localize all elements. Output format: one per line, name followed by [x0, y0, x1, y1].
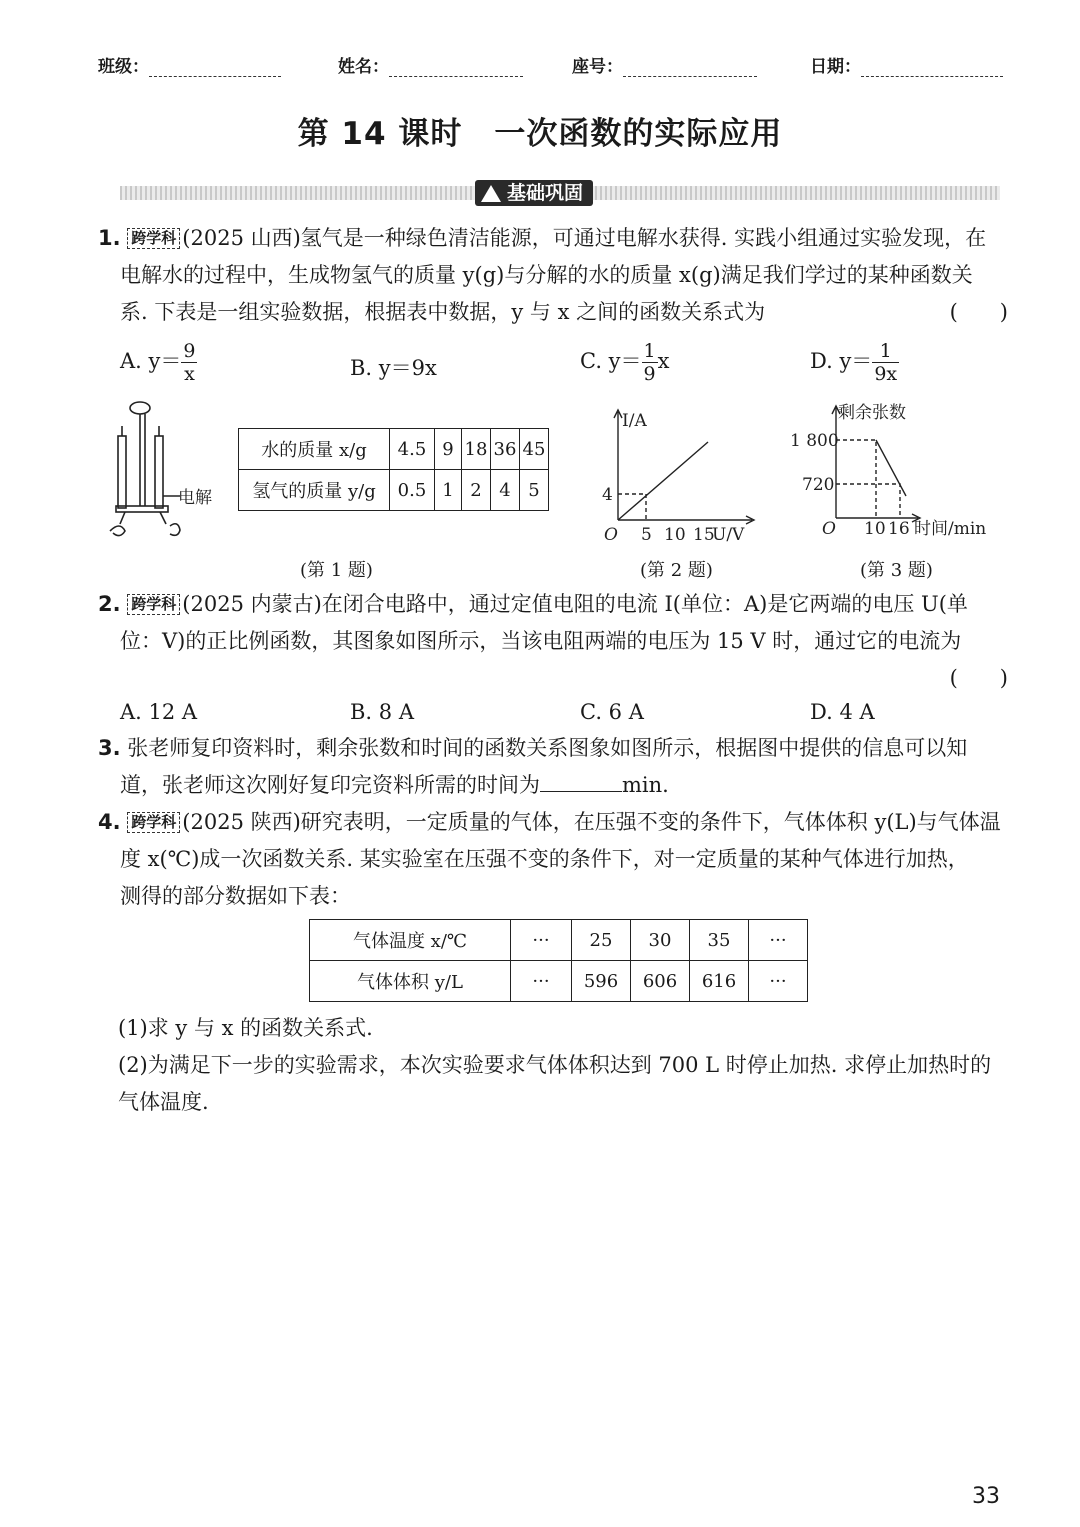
class-label: 班级：	[98, 57, 149, 77]
q3-line-2: 道，张老师这次刚好复印完资料所需的时间为	[120, 773, 540, 797]
page-number: 33	[972, 1484, 1000, 1509]
date-blank[interactable]	[861, 58, 1003, 77]
q2-option-b[interactable]: B. 8 A	[350, 700, 414, 724]
seat-label: 座号：	[572, 57, 623, 77]
frac-num: 9	[183, 340, 196, 362]
fig2-line	[618, 442, 708, 520]
section-text: 基础巩固	[507, 182, 584, 204]
q1-optA-text: A. y＝	[120, 349, 182, 373]
question-4	[98, 804, 1008, 915]
frac-num: 1	[872, 340, 899, 363]
seat-field	[572, 52, 757, 77]
question-3	[98, 730, 1008, 804]
q1-data-table	[238, 428, 549, 511]
question-2	[98, 586, 1008, 697]
q2-option-a[interactable]: A. 12 A	[120, 700, 198, 724]
table-cell: ···	[749, 920, 808, 961]
q1-optC-post: x	[657, 349, 670, 373]
q1-option-d[interactable]	[810, 340, 899, 385]
q2-answer-paren[interactable]: ( )	[949, 666, 1008, 690]
table-cell: 606	[631, 961, 690, 1002]
fig3-ytick: 1 800	[790, 431, 839, 451]
fig2-ytick: 4	[602, 485, 613, 505]
page-title: 第 14 课时 一次函数的实际应用	[297, 116, 783, 152]
electrolysis-apparatus-figure	[100, 396, 230, 546]
name-label: 姓名：	[338, 57, 389, 77]
fig2-xlabel: U/V	[712, 525, 745, 545]
q1-line-2: 电解水的过程中，生成物氢气的质量 y(g)与分解的水的质量 x(g)满足我们学过的某种函数关	[120, 263, 973, 287]
q3-answer-blank[interactable]	[540, 771, 622, 792]
q1-optA-frac	[181, 340, 197, 385]
table-cell: 30	[631, 920, 690, 961]
seat-blank[interactable]	[623, 58, 757, 77]
q4-line-3: 测得的部分数据如下表：	[120, 884, 351, 908]
fig3-xtick: 16	[888, 519, 910, 539]
figure-1-caption: (第 1 题)	[300, 560, 373, 581]
frac-den: x	[184, 363, 195, 385]
q1-optC-text: C. y＝	[580, 349, 642, 373]
section-label	[475, 180, 593, 206]
q1-option-a[interactable]	[120, 340, 197, 385]
q4-data-table	[309, 919, 808, 1002]
table-cell: 616	[690, 961, 749, 1002]
date-field	[810, 52, 1003, 77]
date-label: 日期：	[810, 57, 861, 77]
fig3-xlabel: 时间/min	[914, 519, 987, 539]
q1-option-c[interactable]	[580, 340, 669, 385]
question-1	[98, 220, 1008, 331]
table-cell: 9	[435, 429, 462, 470]
fig3-line	[876, 440, 906, 496]
table-cell: 45	[520, 429, 549, 470]
figure-2-caption: (第 2 题)	[640, 560, 713, 581]
table-cell: 气体温度 x/℃	[310, 920, 511, 961]
table-cell: 0.5	[390, 470, 435, 511]
class-field	[98, 52, 281, 77]
q1-line-1: (2025 山西)氢气是一种绿色清洁能源，可通过电解水获得. 实践小组通过实验发现，在	[182, 226, 987, 250]
q4-subquestions	[118, 1010, 1008, 1121]
fig2-xtick: 10	[664, 525, 686, 545]
fig3-xtick: 10	[864, 519, 886, 539]
table-cell: 4	[491, 470, 520, 511]
q1-answer-paren[interactable]: ( )	[949, 300, 1008, 324]
fig3-guide-2	[836, 484, 900, 518]
q3-number: 3.	[98, 736, 121, 760]
electrolysis-label: 电解	[178, 488, 212, 508]
q1-optD-frac	[872, 340, 899, 385]
table-cell: 35	[690, 920, 749, 961]
name-field	[338, 52, 523, 77]
fig2-xtick: 15	[693, 525, 715, 545]
q1-option-b[interactable]: B. y＝9x	[350, 356, 437, 380]
q3-line-1: 张老师复印资料时，剩余张数和时间的函数关系图象如图所示，根据图中提供的信息可以知	[127, 736, 968, 760]
frac-num: 1	[643, 340, 656, 362]
q4-line-2: 度 x(℃)成一次函数关系. 某实验室在压强不变的条件下，对一定质量的某种气体进行加热，	[120, 847, 969, 871]
table-cell: 2	[462, 470, 491, 511]
table-cell: ···	[511, 961, 572, 1002]
q4-number: 4.	[98, 810, 121, 834]
q1-optD-text: D. y＝	[810, 349, 873, 373]
pyramid-icon	[481, 185, 501, 202]
q2-line-2: 位：V)的正比例函数，其图象如图所示，当该电阻两端的电压为 15 V 时，通过它的电流为	[120, 629, 962, 653]
q4-tag: 跨学科	[127, 812, 180, 833]
figure-3-caption: (第 3 题)	[860, 560, 933, 581]
fig2-origin: O	[604, 525, 618, 545]
q1-optC-frac	[642, 340, 658, 385]
fig3-ylabel: 剩余张数	[838, 403, 906, 423]
q3-unit: min.	[622, 773, 669, 797]
frac-den: 9x	[874, 363, 898, 385]
table-cell: ···	[511, 920, 572, 961]
table-cell: 36	[491, 429, 520, 470]
table-cell: 4.5	[390, 429, 435, 470]
table-cell: 25	[572, 920, 631, 961]
table-cell: 水的质量 x/g	[239, 429, 390, 470]
table-cell: 氢气的质量 y/g	[239, 470, 390, 511]
fig3-guide-1	[836, 440, 876, 518]
figure-3-graph	[788, 396, 998, 548]
fig3-origin: O	[822, 519, 836, 539]
q4-sub-2: (2)为满足下一步的实验需求，本次实验要求气体体积达到 700 L 时停止加热. 求停止加热时的	[118, 1053, 992, 1077]
q4-line-1: (2025 陕西)研究表明，一定质量的气体，在压强不变的条件下，气体体积 y(L)与气体温	[182, 810, 1001, 834]
fig2-ylabel: I/A	[622, 411, 647, 431]
section-banner	[120, 180, 1000, 206]
q2-line-1: (2025 内蒙古)在闭合电路中，通过定值电阻的电流 I(单位：A)是它两端的电压 U(单	[182, 592, 968, 616]
q1-number: 1.	[98, 226, 121, 250]
frac-den: 9	[643, 363, 656, 385]
figure-2-graph	[596, 402, 766, 548]
class-blank[interactable]	[149, 58, 281, 77]
q2-option-d[interactable]: D. 4 A	[810, 700, 875, 724]
table-cell: ···	[749, 961, 808, 1002]
name-blank[interactable]	[389, 58, 523, 77]
table-cell: 18	[462, 429, 491, 470]
q4-sub-1: (1)求 y 与 x 的函数关系式.	[118, 1016, 373, 1040]
q2-number: 2.	[98, 592, 121, 616]
table-cell: 596	[572, 961, 631, 1002]
q2-tag: 跨学科	[127, 594, 180, 615]
q2-option-c[interactable]: C. 6 A	[580, 700, 644, 724]
q4-sub-2-cont: 气体温度.	[118, 1090, 209, 1114]
fig3-ytick: 720	[802, 475, 835, 495]
fig2-xtick: 5	[641, 525, 652, 545]
table-cell: 5	[520, 470, 549, 511]
q1-tag: 跨学科	[127, 228, 180, 249]
table-cell: 1	[435, 470, 462, 511]
q1-line-3: 系. 下表是一组实验数据，根据表中数据，y 与 x 之间的函数关系式为	[120, 300, 766, 324]
table-cell: 气体体积 y/L	[310, 961, 511, 1002]
